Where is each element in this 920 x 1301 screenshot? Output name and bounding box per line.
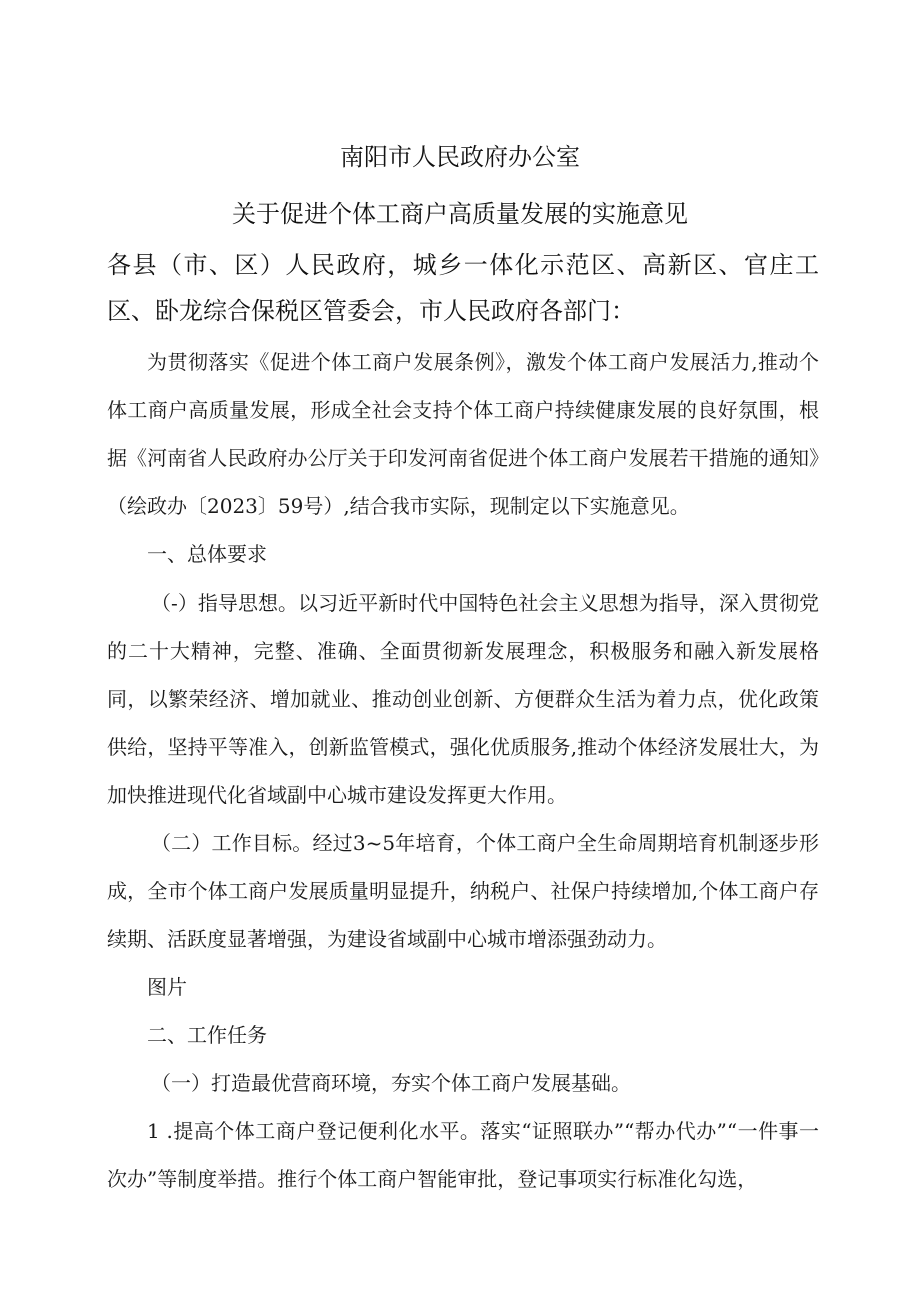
addressee: 各县（市、区）人民政府，城乡一体化示范区、高新区、官庄工区、卧龙综合保税区管委会，市人民政府各部门：: [107, 251, 819, 325]
subsection-1-heading: （一）打造最优营商环境，夯实个体工商户发展基础。: [151, 1071, 631, 1095]
section-1-heading: 一、总体要求: [147, 542, 267, 566]
item-1-paragraph: 1 .提高个体工商户登记便利化水平。落实“证照联办”“帮办代办”“一件事一次办”等制度举措。推行个体工商户智能审批，登记事项实行标准化勾选，: [107, 1119, 819, 1191]
document-title-line-1: 南阳市人民政府办公室: [340, 143, 580, 171]
intro-paragraph: 为贯彻落实《促进个体工商户发展条例》，激发个体工商户发展活力,推动个体工商户高质量发展，形成全社会支持个体工商户持续健康发展的良好氛围，根据《河南省人民政府办公厅关于印发河南省促进个体工商户发展若干措施的通知》（绘政办〔2023〕59号）,结合我市实际，现制定以下实施意见。: [107, 350, 819, 518]
section-2-heading: 二、工作任务: [147, 1023, 267, 1047]
document-title-line-2: 关于促进个体工商户高质量发展的实施意见: [232, 200, 688, 228]
guiding-thought-paragraph: （-）指导思想。以习近平新时代中国特色社会主义思想为指导，深入贯彻党的二十大精神，完整、准确、全面贯彻新发展理念，积极服务和融入新发展格同，以繁荣经济、增加就业、推动创业创新、方便群众生活为着力点，优化政策供给，坚持平等准入，创新监管模式，强化优质服务,推动个体经济发展壮大，为加快推进现代化省域副中心城市建设发挥更大作用。: [107, 591, 819, 807]
picture-label: 图片: [147, 975, 187, 999]
work-goal-paragraph: （二）工作目标。经过3~5年培育，个体工商户全生命周期培育机制逐步形成，全市个体工商户发展质量明显提升，纳税户、社保户持续增加,个体工商户存续期、活跃度显著增强，为建设省域副中心城市增添强劲动力。: [107, 831, 819, 951]
